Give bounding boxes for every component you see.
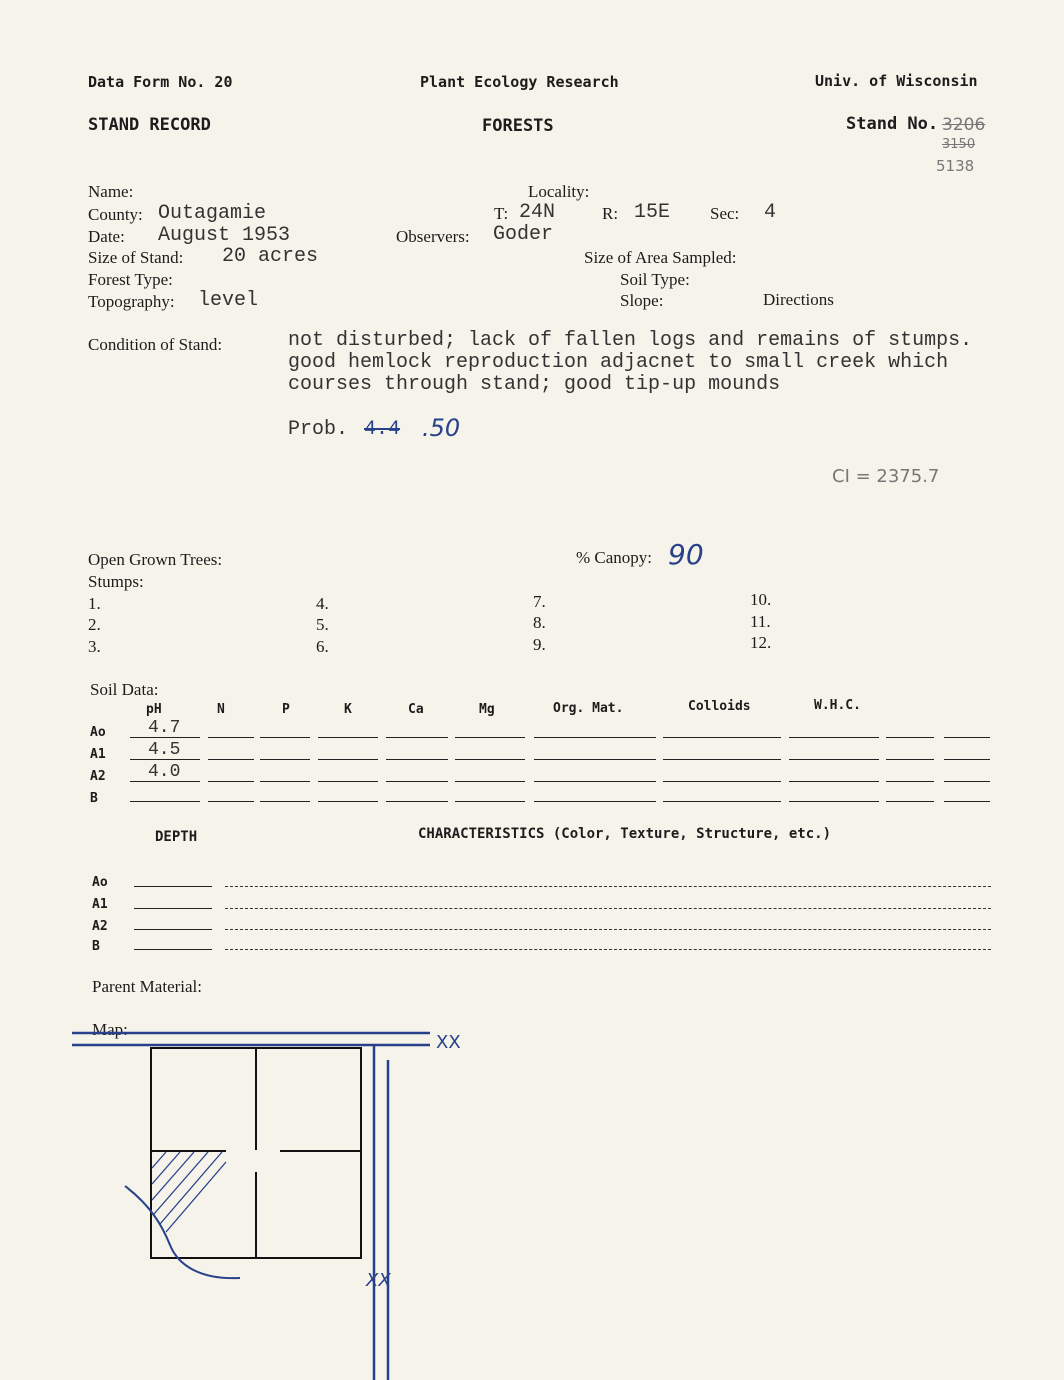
ph-value-a2: 4.0 <box>148 762 181 782</box>
topography-label: Topography: <box>88 292 175 311</box>
topography-value: level <box>198 289 259 312</box>
stump-number: 1. <box>88 594 101 613</box>
soil-col-ph: pH <box>146 702 162 717</box>
soil-col-org-mat: Org. Mat. <box>553 701 624 716</box>
range-label: R: <box>602 204 619 223</box>
stand-no-label: Stand No. <box>846 114 939 134</box>
soil-col-colloids: Colloids <box>688 699 751 714</box>
stump-number: 12. <box>750 633 772 652</box>
area-sampled-label: Size of Area Sampled: <box>584 248 737 267</box>
university: Univ. of Wisconsin <box>815 72 978 90</box>
condition-line-2: good hemlock reproduction adjacnet to small creek which <box>288 351 949 374</box>
stand-no-alt: 3150 <box>942 137 976 152</box>
ph-value-ao: 4.7 <box>148 718 181 738</box>
ph-value-a1: 4.5 <box>148 740 181 760</box>
map-mark-top: XX <box>436 1032 461 1053</box>
date-label: Date: <box>88 227 125 246</box>
form-number: Data Form No. 20 <box>88 73 233 91</box>
section-value: 4 <box>764 201 777 224</box>
observers-label: Observers: <box>396 227 470 246</box>
slope-label: Slope: <box>620 291 664 310</box>
county-value: Outagamie <box>158 202 267 225</box>
prob-new-value: .50 <box>422 414 461 442</box>
date-value: August 1953 <box>158 224 291 247</box>
record-title: STAND RECORD <box>88 115 211 135</box>
soil-col-ca: Ca <box>408 702 424 717</box>
map-mark-bottom: XX <box>366 1270 391 1291</box>
ci-note: CI = 2375.7 <box>832 466 940 487</box>
condition-label: Condition of Stand: <box>88 335 223 354</box>
stump-number: 6. <box>316 637 329 656</box>
size-value: 20 acres <box>222 245 319 268</box>
char-row-a1: A1 <box>92 897 108 912</box>
soil-col-mg: Mg <box>479 702 495 717</box>
county-label: County: <box>88 205 143 224</box>
char-row-b: B <box>92 939 100 954</box>
locality-label: Locality: <box>528 182 590 201</box>
soil-type-label: Soil Type: <box>620 270 690 289</box>
canopy-value: 90 <box>668 538 704 571</box>
stand-hatching <box>152 1152 226 1232</box>
stump-number: 9. <box>533 635 546 654</box>
stump-number: 8. <box>533 613 546 632</box>
soil-data-label: Soil Data: <box>90 680 159 699</box>
observers-value: Goder <box>493 223 554 246</box>
soil-col-whc: W.H.C. <box>814 698 861 713</box>
form-type: FORESTS <box>482 116 554 136</box>
depth-label: DEPTH <box>155 829 198 845</box>
section-label: Sec: <box>710 204 740 223</box>
stand-no-new: 5138 <box>936 157 975 175</box>
stump-number: 4. <box>316 594 329 613</box>
soil-col-k: K <box>344 702 352 717</box>
organization: Plant Ecology Research <box>420 73 619 91</box>
directions-label: Directions <box>763 290 834 309</box>
open-grown-label: Open Grown Trees: <box>88 550 223 569</box>
soil-row-a1: A1 <box>90 747 106 762</box>
township-value: 24N <box>519 201 556 224</box>
soil-row-b: B <box>90 791 98 806</box>
stump-number: 10. <box>750 590 772 609</box>
stump-number: 11. <box>750 612 771 631</box>
prob-old-value: 4.4 <box>364 418 401 441</box>
range-value: 15E <box>634 201 671 224</box>
township-label: T: <box>494 204 509 223</box>
prob-label: Prob. <box>288 418 349 441</box>
stump-number: 5. <box>316 615 329 634</box>
soil-row-ao: Ao <box>90 725 106 740</box>
condition-line-3: courses through stand; good tip-up mounds <box>288 373 781 396</box>
map-label: Map: <box>92 1020 128 1039</box>
characteristics-label: CHARACTERISTICS (Color, Texture, Structure, etc.) <box>418 826 832 842</box>
soil-col-p: P <box>282 702 290 717</box>
char-row-ao: Ao <box>92 875 108 890</box>
stump-number: 3. <box>88 637 101 656</box>
forest-type-label: Forest Type: <box>88 270 173 289</box>
stumps-label: Stumps: <box>88 572 144 591</box>
parent-material-label: Parent Material: <box>92 977 202 996</box>
size-label: Size of Stand: <box>88 248 184 267</box>
creek-line <box>125 1186 240 1278</box>
stump-number: 7. <box>533 592 546 611</box>
char-row-a2: A2 <box>92 919 108 934</box>
name-label: Name: <box>88 182 134 201</box>
soil-col-n: N <box>217 702 225 717</box>
stump-number: 2. <box>88 615 101 634</box>
stand-no-old: 3206 <box>942 115 986 135</box>
canopy-label: % Canopy: <box>576 548 653 567</box>
soil-row-a2: A2 <box>90 769 106 784</box>
condition-line-1: not disturbed; lack of fallen logs and remains of stumps. <box>288 329 973 352</box>
